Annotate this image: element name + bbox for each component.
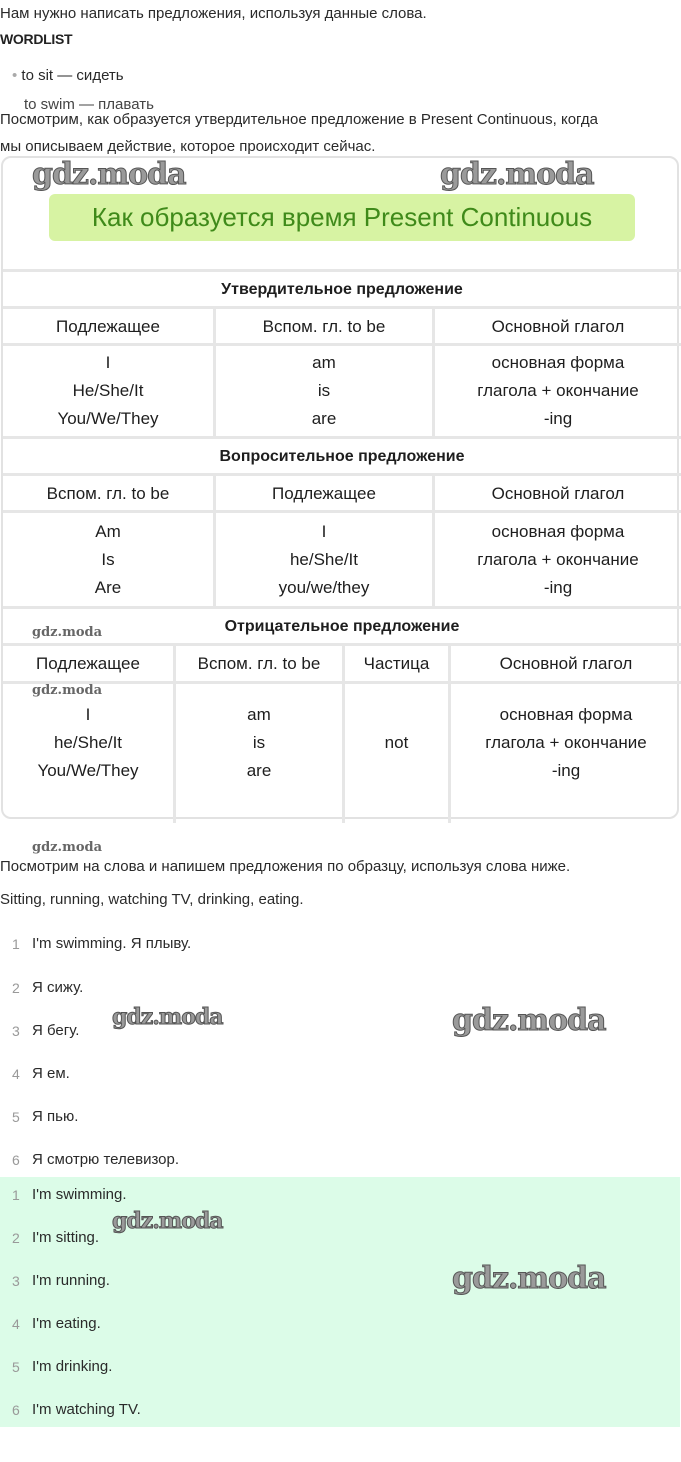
table-cell: am is are xyxy=(246,705,272,780)
explain-text: Посмотрим, как образуется утвердительное предложение в Present Continuous, когда мы описываем действие, которое происходит сейчас. xyxy=(0,111,598,155)
answer-item: I'm swimming. xyxy=(32,1186,127,1203)
answer-item: I'm running. xyxy=(32,1272,110,1289)
list-item: Я сижу. xyxy=(32,979,84,996)
task-text: Посмотрим на слова и напишем предложения по образцу, используя слова ниже. xyxy=(0,858,571,875)
watermark: gdz.moda xyxy=(440,157,594,192)
item-number: 1 xyxy=(12,1187,20,1203)
section-affirmative: Утвердительное предложение xyxy=(221,281,463,298)
header-cell: Подлежащее xyxy=(56,316,160,336)
wordlist-item-clipped: to swim — плавать xyxy=(24,96,154,113)
header-cell: Частица xyxy=(363,653,430,673)
table-cell: I He/She/It You/We/They xyxy=(57,353,159,428)
answer-item: I'm drinking. xyxy=(32,1358,113,1375)
header-cell: Основной глагол xyxy=(499,653,633,673)
item-number: 4 xyxy=(12,1066,20,1082)
item-number: 3 xyxy=(12,1023,20,1039)
table-cell: Am Is Are xyxy=(94,521,122,597)
present-continuous-table xyxy=(1,156,679,819)
intro-text: Нам нужно написать предложения, используя данные слова. xyxy=(0,5,427,22)
watermark: gdz.moda xyxy=(32,840,103,855)
table-title: Как образуется время Present Continuous xyxy=(49,194,635,241)
table-cell: not xyxy=(384,733,409,752)
table-cell: основная форма глагола + окончание -ing xyxy=(485,705,647,780)
watermark: gdz.moda xyxy=(112,1004,223,1030)
header-cell: Вспом. гл. to be xyxy=(197,653,321,673)
item-number: 5 xyxy=(12,1359,20,1375)
item-number: 1 xyxy=(12,936,20,952)
list-item: Я ем. xyxy=(32,1065,70,1082)
table-cell: основная форма глагола + окончание -ing xyxy=(477,353,639,428)
watermark: gdz.moda xyxy=(112,1208,223,1234)
wordlist-item xyxy=(12,67,124,84)
watermark: gdz.moda xyxy=(32,683,103,698)
bullet-icon: • xyxy=(12,67,22,84)
header-cell: Основной глагол xyxy=(491,316,625,336)
section-negative: Отрицательное предложение xyxy=(224,617,460,635)
watermark: gdz.moda xyxy=(32,625,103,640)
header-cell: Подлежащее xyxy=(36,653,140,673)
words-text: Sitting, running, watching TV, drinking, eating. xyxy=(0,891,304,908)
watermark: gdz.moda xyxy=(32,157,186,192)
table-cell: am is are xyxy=(311,353,337,428)
header-cell: Основной глагол xyxy=(491,483,625,503)
table-cell: I he/She/It You/We/They xyxy=(37,705,139,780)
watermark: gdz.moda xyxy=(452,1003,606,1038)
header-cell: Вспом. гл. to be xyxy=(262,316,386,336)
list-item: Я смотрю телевизор. xyxy=(32,1151,180,1168)
header-cell: Вспом. гл. to be xyxy=(46,483,170,503)
item-number: 2 xyxy=(12,1230,20,1246)
table-cell: I he/She/It you/we/they xyxy=(278,521,370,597)
section-interrogative: Вопросительное предложение xyxy=(219,447,465,465)
answer-item: I'm watching TV. xyxy=(32,1401,141,1418)
watermark: gdz.moda xyxy=(452,1261,606,1296)
header-cell: Подлежащее xyxy=(272,483,376,503)
item-number: 6 xyxy=(12,1152,20,1168)
list-item: Я пью. xyxy=(32,1108,79,1125)
answer-item: I'm sitting. xyxy=(32,1229,100,1246)
item-number: 6 xyxy=(12,1402,20,1418)
item-number: 2 xyxy=(12,980,20,996)
table-cell: основная форма глагола + окончание -ing xyxy=(477,521,639,597)
wordlist-title: WORDLIST xyxy=(0,31,73,47)
item-number: 3 xyxy=(12,1273,20,1289)
list-item: Я бегу. xyxy=(32,1022,80,1039)
answer-item: I'm eating. xyxy=(32,1315,101,1332)
item-number: 5 xyxy=(12,1109,20,1125)
answer-block xyxy=(0,1177,680,1427)
list-item: I'm swimming. Я плыву. xyxy=(32,935,192,952)
wordlist-item-text: to sit — сидеть xyxy=(21,67,124,84)
item-number: 4 xyxy=(12,1316,20,1332)
